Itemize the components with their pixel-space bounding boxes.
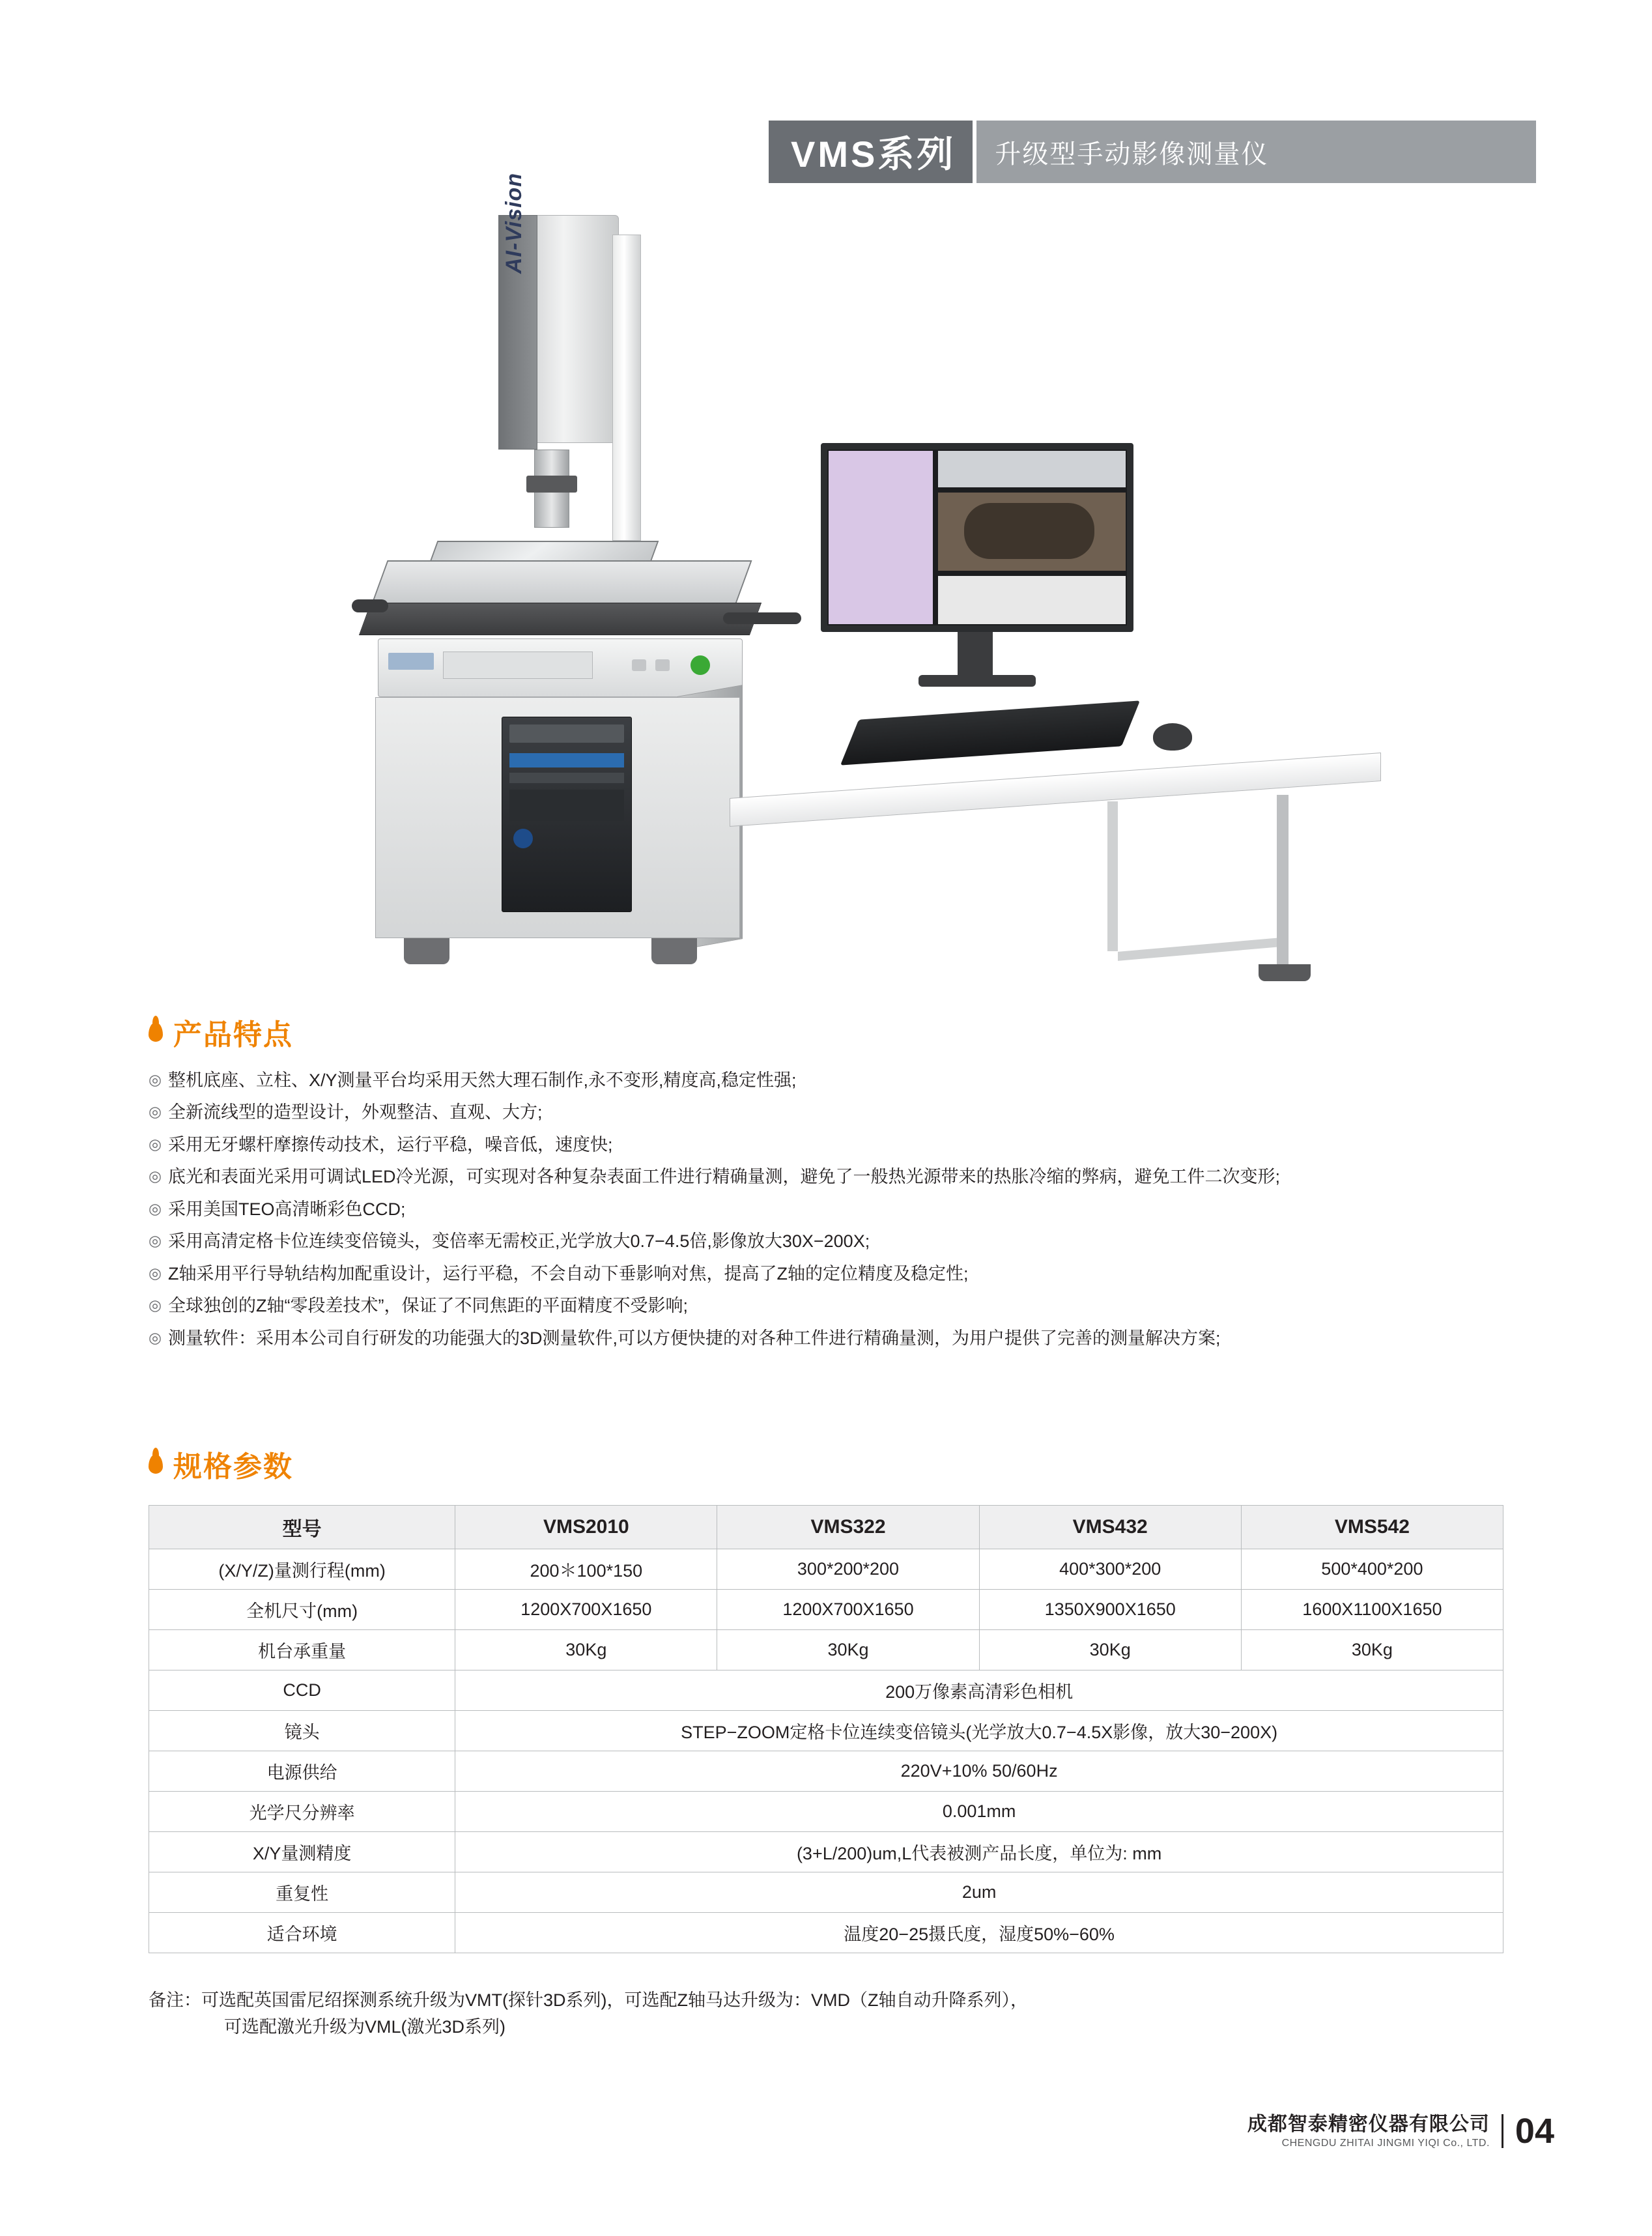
cell: 1350X900X1650 (979, 1590, 1241, 1630)
monitor-base (919, 675, 1036, 687)
list-item (149, 1262, 1556, 1285)
company-block (1247, 2112, 1490, 2150)
bullet-icon: ◎ (149, 1232, 162, 1250)
cell: 30Kg (455, 1630, 717, 1670)
cell-merged: 200万像素高清彩色相机 (455, 1670, 1503, 1711)
bullet-icon: ◎ (149, 1297, 162, 1314)
control-panel-logo (388, 653, 434, 670)
control-button-2 (655, 659, 670, 671)
remark-line-2: 可选配激光升级为VML(激光3D系列) (224, 2016, 506, 2037)
cell-merged: (3+L/200)um,L代表被测产品长度，单位为: mm (455, 1832, 1503, 1872)
feature-text: 采用美国TEO高清晰彩色CCD; (168, 1199, 406, 1219)
list-item (149, 1197, 1556, 1221)
bullet-icon: ◎ (149, 1071, 162, 1088)
row-label: 电源供给 (149, 1751, 455, 1792)
features-list (149, 1068, 1556, 1358)
table-row (149, 1670, 1503, 1711)
table-row (149, 1711, 1503, 1751)
cell-merged: 220V+10% 50/60Hz (455, 1751, 1503, 1792)
control-panel-label (443, 652, 593, 679)
list-item (149, 1133, 1556, 1156)
software-workpiece-image (964, 503, 1094, 559)
drop-icon (149, 1022, 163, 1042)
desk-leg-right (1277, 795, 1289, 971)
series-title-block (769, 121, 973, 183)
features-heading-label: 产品特点 (173, 1019, 293, 1051)
table-row (149, 1832, 1503, 1872)
desk-brace (1118, 938, 1281, 961)
footer (1247, 2111, 1554, 2151)
lens-ring (526, 476, 577, 493)
bullet-icon: ◎ (149, 1199, 162, 1217)
x-axis-knob (352, 599, 388, 612)
desk-foot (1259, 964, 1311, 981)
control-button-1 (632, 659, 646, 671)
tower-panel-2 (509, 773, 624, 783)
feature-text: 全新流线型的造型设计，外观整洁、直观、大方; (168, 1102, 543, 1123)
bullet-icon: ◎ (149, 1328, 162, 1346)
header-banner (769, 121, 1536, 183)
table-row (149, 1590, 1503, 1630)
table-row (149, 1913, 1503, 1953)
cell: 200＊100*150 (455, 1549, 717, 1590)
cell: 500*400*200 (1241, 1549, 1503, 1590)
tower-panel-3 (509, 790, 624, 821)
software-sidebar-preview (829, 451, 933, 624)
cell: 300*200*200 (717, 1549, 979, 1590)
monitor-stand (958, 632, 993, 678)
list-item (149, 1068, 1556, 1092)
power-indicator (691, 655, 710, 675)
features-heading (149, 1011, 293, 1053)
cell-merged: 温度20−25摄氏度，湿度50%−60% (455, 1913, 1503, 1953)
product-photo (339, 172, 1355, 964)
row-label: X/Y量测精度 (149, 1832, 455, 1872)
specs-heading (149, 1443, 293, 1485)
machine-foot-right (651, 938, 697, 964)
feature-text: 采用无牙螺杆摩擦传动技术，运行平稳，噪音低，速度快; (168, 1134, 613, 1154)
desk-leg-left (1107, 801, 1118, 951)
list-item (149, 1326, 1556, 1350)
machine-logo: AI-Vision (502, 172, 526, 274)
list-item (149, 1229, 1556, 1253)
bullet-icon: ◎ (149, 1103, 162, 1121)
tower-power-button (513, 829, 533, 848)
cell: 30Kg (717, 1630, 979, 1670)
cell: 400*300*200 (979, 1549, 1241, 1590)
feature-text: 底光和表面光采用可调试LED冷光源，可实现对各种复杂表面工件进行精确量测，避免了一般热光源带来的热胀冷缩的弊病，避免工件二次变形; (168, 1167, 1281, 1187)
bullet-icon: ◎ (149, 1264, 162, 1282)
software-results-preview (938, 576, 1126, 624)
cell: 1200X700X1650 (455, 1590, 717, 1630)
row-label: 适合环境 (149, 1913, 455, 1953)
software-toolbar-preview (938, 451, 1126, 487)
feature-text: Z轴采用平行导轨结构加配重设计，运行平稳，不会自动下垂影响对焦，提高了Z轴的定位精度及稳定性; (168, 1263, 969, 1283)
remark-block (149, 1987, 1549, 2040)
z-axis-rail (612, 235, 641, 541)
remark-line-1: 备注：可选配英国雷尼绍探测系统升级为VMT(探针3D系列)，可选配Z轴马达升级为：VMD（Z轴自动升降系列）， (149, 1990, 1028, 2010)
series-subtitle: 升级型手动影像测量仪 (976, 121, 1536, 183)
series-title: VMS系列 (791, 134, 956, 175)
footer-divider (1502, 2114, 1503, 2148)
drop-icon (149, 1454, 163, 1474)
list-item (149, 1294, 1556, 1317)
col-header-vms432: VMS432 (979, 1506, 1241, 1549)
specs-heading-label: 规格参数 (173, 1451, 293, 1483)
row-label: 镜头 (149, 1711, 455, 1751)
table-header-row (149, 1506, 1503, 1549)
tower-drive-bay (509, 753, 624, 767)
feature-text: 采用高清定格卡位连续变倍镜头，变倍率无需校正,光学放大0.7−4.5倍,影像放大30X−200X; (168, 1231, 870, 1252)
table-row (149, 1751, 1503, 1792)
feature-text: 整机底座、立柱、X/Y测量平台均采用天然大理石制作,永不变形,精度高,稳定性强; (168, 1070, 797, 1090)
bullet-icon: ◎ (149, 1135, 162, 1153)
tower-top-panel (509, 724, 624, 743)
cell: 1600X1100X1650 (1241, 1590, 1503, 1630)
table-row (149, 1792, 1503, 1832)
col-header-model: 型号 (149, 1506, 455, 1549)
row-label: 重复性 (149, 1872, 455, 1913)
cell-merged: 2um (455, 1872, 1503, 1913)
machine-foot-left (404, 938, 449, 964)
table-row (149, 1549, 1503, 1590)
list-item (149, 1100, 1556, 1124)
bullet-icon: ◎ (149, 1168, 162, 1185)
cell: 30Kg (979, 1630, 1241, 1670)
y-axis-knob (723, 612, 801, 624)
col-header-vms2010: VMS2010 (455, 1506, 717, 1549)
row-label: 光学尺分辨率 (149, 1792, 455, 1832)
company-name-cn: 成都智泰精密仪器有限公司 (1247, 2114, 1490, 2136)
spec-table (149, 1505, 1503, 1953)
feature-text: 全球独创的Z轴“零段差技术”，保证了不同焦距的平面精度不受影响; (168, 1296, 688, 1316)
col-header-vms322: VMS322 (717, 1506, 979, 1549)
cell-merged: 0.001mm (455, 1792, 1503, 1832)
company-name-en: CHENGDU ZHITAI JINGMI YIQI Co., LTD. (1281, 2137, 1490, 2149)
spec-table-wrapper (149, 1505, 1503, 1953)
col-header-vms542: VMS542 (1241, 1506, 1503, 1549)
feature-text: 测量软件：采用本公司自行研发的功能强大的3D测量软件,可以方便快捷的对各种工件进行精确量测，为用户提供了完善的测量解决方案; (168, 1328, 1221, 1348)
table-row (149, 1872, 1503, 1913)
row-label: (X/Y/Z)量测行程(mm) (149, 1549, 455, 1590)
cell: 1200X700X1650 (717, 1590, 979, 1630)
row-label: 机台承重量 (149, 1630, 455, 1670)
list-item (149, 1165, 1556, 1188)
row-label: CCD (149, 1670, 455, 1711)
row-label: 全机尺寸(mm) (149, 1590, 455, 1630)
cell: 30Kg (1241, 1630, 1503, 1670)
table-row (149, 1630, 1503, 1670)
mouse (1153, 723, 1192, 751)
keyboard (840, 700, 1140, 765)
page-number: 04 (1515, 2112, 1554, 2151)
cell-merged: STEP−ZOOM定格卡位连续变倍镜头(光学放大0.7−4.5X影像，放大30−200X) (455, 1711, 1503, 1751)
stage-base (359, 603, 762, 635)
